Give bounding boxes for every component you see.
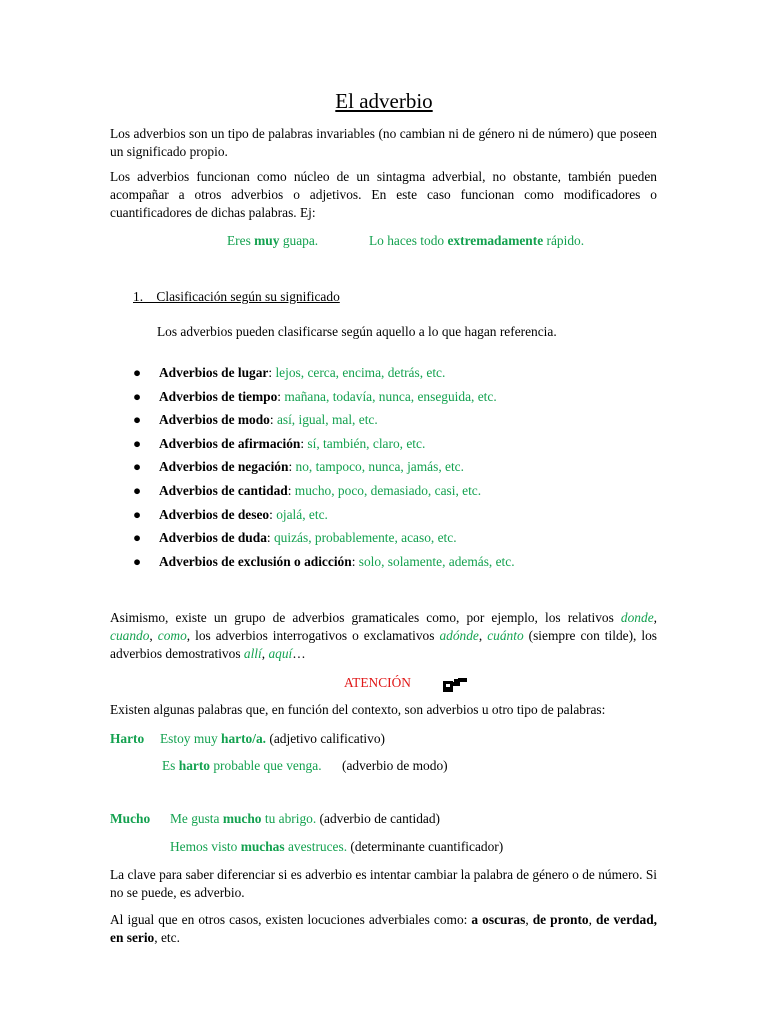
mucho-ex1-text-end: tu abrigo. — [261, 811, 317, 826]
mucho-example-1 — [170, 810, 440, 828]
classification-label: Adverbios de deseo — [159, 506, 270, 522]
classification-item — [133, 435, 515, 459]
gram-sep-1: , — [653, 610, 657, 625]
classification-colon: : — [268, 365, 276, 380]
classification-label: Adverbios de duda — [159, 530, 267, 546]
classification-item — [133, 411, 515, 435]
locuciones-text: Al igual que en otros casos, existen locuciones adverbiales como: — [110, 912, 472, 927]
locucion-3: de verdad, en serio — [110, 912, 657, 945]
classification-label: Adverbios de exclusión o adicción — [159, 553, 352, 569]
section-intro: Los adverbios pueden clasificarse según aquello a lo que hagan referencia. — [157, 324, 557, 339]
classification-colon: : — [266, 530, 274, 546]
example-1-text: Eres — [227, 233, 255, 248]
gram-text-4: … — [292, 645, 306, 661]
classification-examples: así, igual, mal, etc. — [276, 412, 378, 428]
classification-colon: : — [300, 435, 308, 451]
gram-text-1: Asimismo, existe un grupo de adverbios gramaticales como, por ejemplo, los relativos — [110, 610, 621, 625]
gram-word-cuanto: cuánto — [487, 627, 524, 643]
locucion-2: de pronto — [532, 912, 589, 927]
bullet-icon: ● — [133, 388, 142, 404]
mucho-ex1-text: Me gusta — [170, 811, 223, 826]
bullet-icon: ● — [133, 506, 142, 522]
example-2 — [369, 232, 584, 250]
classification-item — [133, 458, 515, 482]
harto-ex1-word: harto/a. — [221, 731, 267, 746]
classification-list — [133, 364, 515, 576]
harto-example-1 — [160, 730, 385, 748]
page-title: El adverbio — [335, 89, 433, 113]
gram-word-alli: allí — [243, 645, 262, 661]
classification-examples: no, tampoco, nunca, jamás, etc. — [295, 459, 464, 475]
example-1-text-end: guapa. — [279, 233, 319, 248]
bullet-icon: ● — [133, 482, 142, 498]
classification-colon: : — [351, 553, 359, 569]
classification-examples: quizás, probablemente, acaso, etc. — [273, 530, 457, 546]
mucho-ex2-word: muchas — [240, 839, 285, 854]
classification-examples: lejos, cerca, encima, detrás, etc. — [275, 365, 446, 380]
mucho-example-2 — [170, 838, 503, 856]
gram-sep-3: , — [478, 627, 488, 643]
classification-item — [133, 506, 515, 530]
bullet-icon: ● — [133, 553, 142, 569]
classification-item — [133, 388, 515, 412]
example-2-text: Lo haces todo — [369, 233, 448, 248]
example-1 — [227, 232, 318, 250]
example-1-adverb: muy — [254, 233, 280, 248]
classification-examples: ojalá, etc. — [276, 506, 328, 522]
classification-colon: : — [277, 388, 285, 404]
harto-ex2-word: harto — [178, 758, 210, 773]
bullet-icon: ● — [133, 530, 142, 546]
mucho-ex2-note: (determinante cuantificador) — [347, 839, 504, 854]
classification-colon: : — [269, 506, 277, 522]
gram-word-aqui: aquí — [268, 645, 293, 661]
classification-label: Adverbios de afirmación — [159, 435, 301, 451]
classification-label: Adverbios de cantidad — [159, 482, 288, 498]
gram-text-3: (siempre con tilde), los adverbios demostrativos — [110, 627, 658, 661]
mucho-ex1-note: (adverbio de cantidad) — [316, 811, 440, 826]
attention-label: ATENCIÓN — [344, 675, 411, 690]
harto-ex2-note: (adverbio de modo) — [342, 758, 448, 773]
locuciones-sep-1: , — [525, 912, 533, 927]
classification-examples: sí, también, claro, etc. — [307, 435, 426, 451]
classification-item — [133, 529, 515, 553]
pointing-hand-icon — [442, 674, 468, 694]
classification-item — [133, 482, 515, 506]
grammatical-adverbs-paragraph — [110, 609, 657, 662]
harto-ex1-note: (adjetivo calificativo) — [266, 731, 386, 746]
bullet-icon: ● — [133, 459, 142, 475]
harto-word: Harto — [110, 731, 145, 746]
classification-colon: : — [287, 482, 295, 498]
bullet-icon: ● — [133, 365, 142, 380]
mucho-ex2-text: Hemos visto — [170, 839, 241, 854]
example-2-text-end: rápido. — [543, 233, 585, 248]
example-2-adverb: extremadamente — [447, 233, 544, 248]
classification-examples: solo, solamente, además, etc. — [358, 553, 515, 569]
classification-label: Adverbios de negación — [159, 459, 289, 475]
classification-label: Adverbios de tiempo — [159, 388, 278, 404]
mucho-ex2-text-end: avestruces. — [284, 839, 348, 854]
harto-ex1-text: Estoy muy — [160, 731, 222, 746]
mucho-word: Mucho — [110, 811, 151, 826]
gram-text-2: , los adverbios interrogativos o exclamativos — [186, 627, 440, 643]
intro-paragraph-1: Los adverbios son un tipo de palabras invariables (no cambian ni de género ni de número) que poseen un significado propio. — [110, 126, 657, 159]
classification-label: Adverbios de modo — [159, 412, 270, 428]
key-paragraph: La clave para saber diferenciar si es adverbio es intentar cambiar la palabra de género o de número. Si no se puede, es adverbio. — [110, 867, 657, 900]
gram-sep-4: , — [261, 645, 269, 661]
locuciones-sep-2: , — [588, 912, 597, 927]
classification-item — [133, 553, 515, 577]
gram-word-como: como — [157, 627, 187, 643]
gram-sep-2: , — [149, 627, 158, 643]
classification-examples: mucho, poco, demasiado, casi, etc. — [294, 482, 482, 498]
locuciones-paragraph — [110, 911, 657, 947]
gram-word-cuando: cuando — [110, 627, 150, 643]
bullet-icon: ● — [133, 412, 142, 428]
locucion-1: a oscuras — [471, 912, 526, 927]
classification-label: Adverbios de lugar — [159, 365, 269, 380]
classification-colon: : — [288, 459, 296, 475]
mucho-ex1-word: mucho — [222, 811, 262, 826]
context-intro: Existen algunas palabras que, en función del contexto, son adverbios u otro tipo de palabras: — [110, 702, 606, 717]
locuciones-text-end: , etc. — [154, 929, 180, 945]
classification-examples: mañana, todavía, nunca, enseguida, etc. — [284, 388, 497, 404]
classification-colon: : — [269, 412, 277, 428]
harto-example-2 — [162, 757, 322, 775]
harto-ex2-text: Es — [162, 758, 179, 773]
gram-word-donde: donde — [620, 610, 654, 625]
classification-item — [133, 364, 515, 388]
harto-ex2-text-end: probable que venga. — [210, 758, 322, 773]
gram-word-adonde: adónde — [439, 627, 479, 643]
section-heading-classification: 1. Clasificación según su significado — [133, 289, 340, 304]
intro-paragraph-2: Los adverbios funcionan como núcleo de un sintagma adverbial, no obstante, también pueden acompañar a otros adverbios o adjetivos. En este caso funcionan como modificadores o cuantificadores de dichas palabras. Ej: — [110, 169, 657, 220]
bullet-icon: ● — [133, 435, 142, 451]
